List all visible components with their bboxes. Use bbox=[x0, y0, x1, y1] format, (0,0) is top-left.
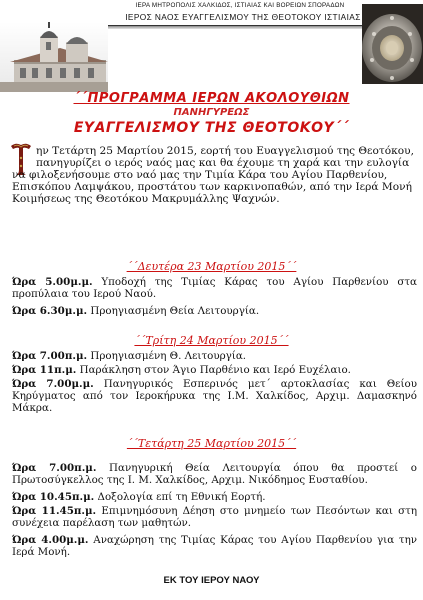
item-text: Δοξολογία επί τη Εθνική Εορτή. bbox=[97, 491, 266, 503]
item-time: Ώρα 7.00μ.μ. bbox=[12, 378, 94, 390]
header bbox=[0, 0, 423, 76]
item-text: Επιμνημόσυνη Δέηση στο μνημείο των Πεσόντων και στη συνέχεια παρέλαση των μαθητών. bbox=[12, 505, 417, 530]
schedule-item bbox=[12, 534, 417, 558]
intro-paragraph bbox=[12, 145, 417, 205]
schedule-item bbox=[12, 364, 417, 376]
church-title: ΙΕΡΟΣ ΝΑΟΣ ΕΥΑΓΓΕΛΙΣΜΟΥ ΤΗΣ ΘΕΟΤΟΚΟΥ ΙΣΤΙΑΙΑΣ bbox=[125, 12, 361, 22]
item-text: Πανηγυρική Θεία Λειτουργία όπου θα προστεί ο Πρωτοσύγκελλος της Ι. Μ. Χαλκίδος, Αρχιμ. Νικόδημος Ευσταθίου. bbox=[12, 462, 418, 487]
schedule-item bbox=[12, 491, 417, 503]
item-time: Ώρα 10.45π.μ. bbox=[12, 491, 95, 503]
schedule-item bbox=[12, 378, 417, 414]
program-title: ´´ΠΡΟΓΡΑΜΜΑ ΙΕΡΩΝ ΑΚΟΛΟΥΘΙΩΝ bbox=[73, 91, 350, 106]
intro-line: Επισκόπου Λαμψάκου, προστάτου των καρκινοπαθών, από την Ιερά Μονή bbox=[12, 181, 412, 194]
intro-line: πανηγυρίζει ο ιερός ναός μας και θα έχουμε τη χαρά και την ευλογία bbox=[36, 157, 410, 170]
day-heading-monday: ´´Δευτέρα 23 Μαρτίου 2015´´ bbox=[126, 260, 297, 273]
item-time: Ώρα 11.45π.μ. bbox=[12, 505, 97, 517]
item-time: Ώρα 4.00μ.μ. bbox=[12, 534, 89, 546]
item-text: Παράκληση στον Άγιο Παρθένιο και Ιερό Ευχέλαιο. bbox=[79, 364, 351, 376]
item-text: Προηγιασμένη Θεία Λειτουργία. bbox=[90, 305, 260, 317]
item-text: Πανηγυρικός Εσπερινός μετ΄ αρτοκλασίας και Θείου Κηρύγματος από τον Ιεροκήρυκα της Ι.Μ. Χαλκίδος, Αρχιμ. Δαμασκηνό Μάκρα. bbox=[12, 378, 418, 415]
day-heading-wednesday: ´´Τετάρτη 25 Μαρτίου 2015´´ bbox=[126, 437, 297, 450]
item-text: Υποδοχή της Τιμίας Κάρας του Αγίου Παρθενίου στα προπύλαια του Ιερού Ναού. bbox=[12, 276, 417, 301]
schedule-item bbox=[12, 276, 417, 300]
item-text: Αναχώρηση της Τιμίας Κάρας του Αγίου Παρθενίου για την Ιερά Μονή. bbox=[12, 534, 417, 559]
header-divider bbox=[96, 25, 362, 29]
metropolis-title: ΙΕΡΑ ΜΗΤΡΟΠΟΛΙΣ ΧΑΛΚΙΔΟΣ, ΙΣΤΙΑΙΑΣ ΚΑΙ ΒΟΡΕΙΩΝ ΣΠΟΡΑΔΩΝ bbox=[135, 2, 345, 9]
schedule-item bbox=[12, 505, 417, 529]
schedule-item bbox=[12, 350, 417, 362]
intro-line: Κοιμήσεως της Θεοτόκου Μακρυμάλλης Ψαχνών. bbox=[12, 193, 280, 206]
intro-line: ην Τετάρτη 25 Μαρτίου 2015, εορτή του Ευαγγελισμού της Θεοτόκου, bbox=[36, 145, 414, 157]
item-time: Ώρα 6.30μ.μ. bbox=[12, 305, 88, 317]
program-subtitle: ΠΑΝΗΓΥΡΕΩΣ bbox=[173, 107, 250, 118]
footer-signature: ΕΚ ΤΟΥ ΙΕΡΟΥ ΝΑΟΥ bbox=[163, 575, 260, 586]
feast-title: ΕΥΑΓΓΕΛΙΣΜΟΥ ΤΗΣ ΘΕΟΤΟΚΟΥ´´ bbox=[73, 120, 350, 136]
item-time: Ώρα 7.00π.μ. bbox=[12, 462, 97, 474]
item-time: Ώρα 5.00μ.μ. bbox=[12, 276, 93, 288]
item-time: Ώρα 7.00π.μ. bbox=[12, 350, 88, 362]
item-time: Ώρα 11π.μ. bbox=[12, 364, 77, 376]
intro-line: να φιλοξενήσουμε στο ναό μας την Τιμία Κάρα του Αγίου Παρθενίου, bbox=[12, 169, 388, 182]
day-heading-tuesday: ´´Τρίτη 24 Μαρτίου 2015´´ bbox=[134, 334, 289, 347]
schedule-item bbox=[12, 305, 417, 317]
reliquary-image bbox=[362, 4, 423, 84]
item-text: Προηγιασμένη Θ. Λειτουργία. bbox=[90, 350, 247, 362]
church-image bbox=[0, 22, 108, 92]
schedule-item bbox=[12, 462, 417, 486]
